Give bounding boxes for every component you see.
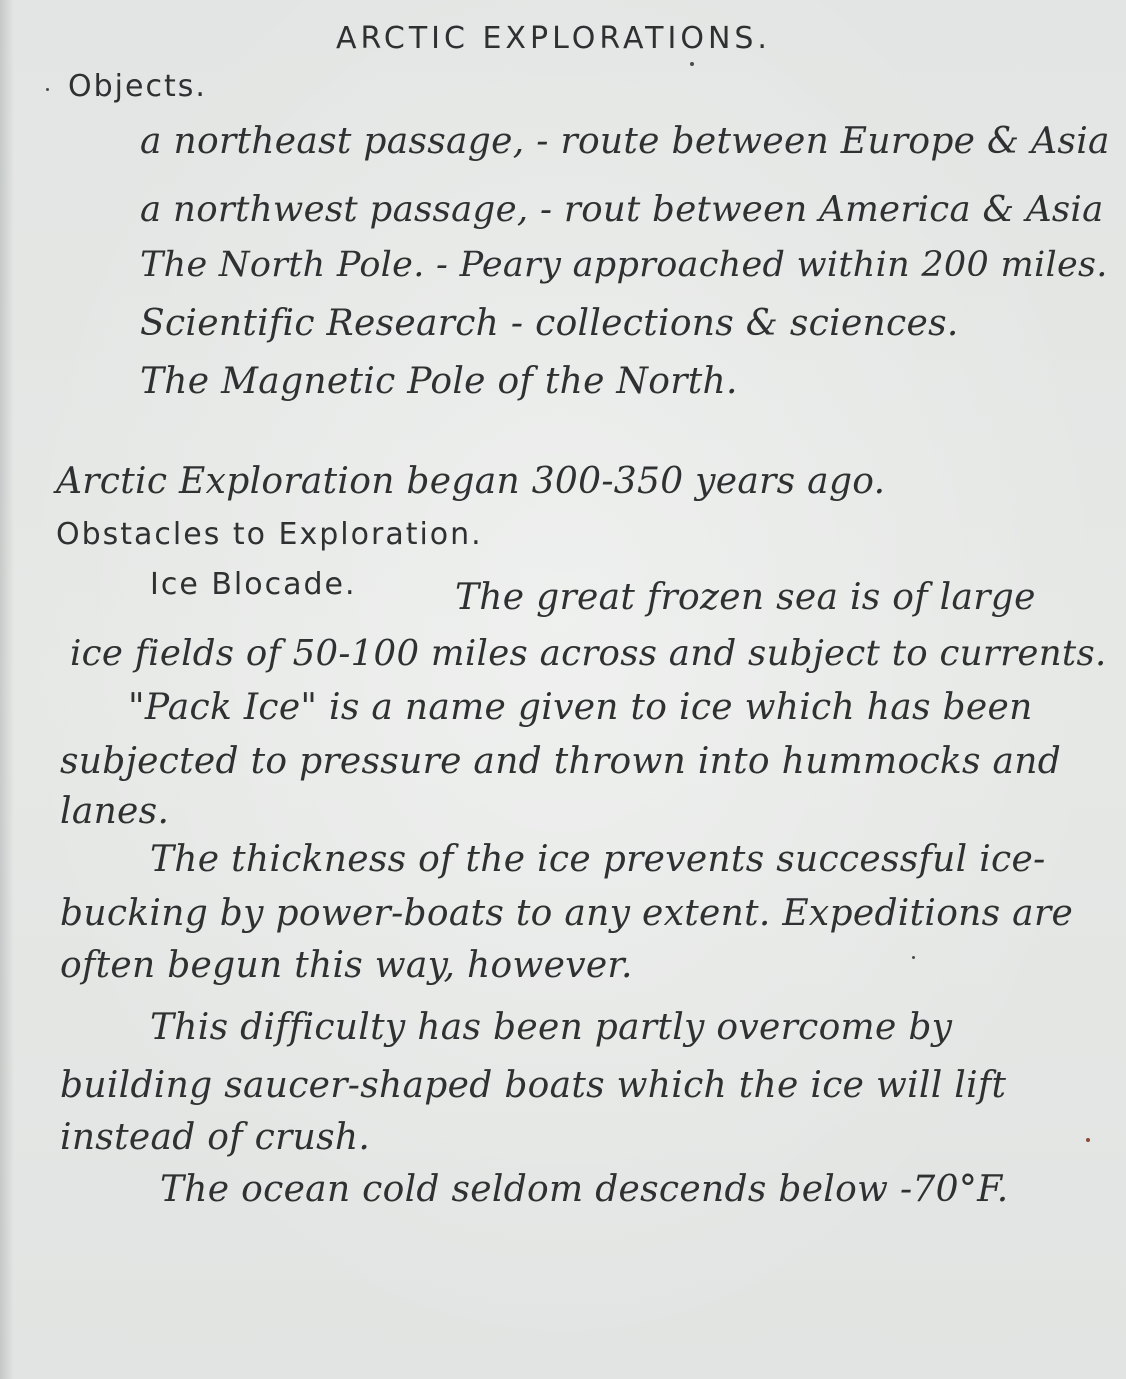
body-line-4: subjected to pressure and thrown into hummocks and: [60, 741, 1062, 782]
body-line-2: ice fields of 50-100 miles across and subject to currents.: [70, 633, 1107, 674]
ink-speck: [1086, 1138, 1090, 1142]
objects-heading: Objects.: [68, 69, 207, 104]
object-item-northeast-passage: a northeast passage, - route between Europe & Asia: [140, 121, 1110, 162]
object-item-northwest-passage: a northwest passage, - rout between America & Asia: [140, 189, 1104, 230]
body-line-7: bucking by power-boats to any extent. Expeditions are: [60, 893, 1074, 934]
page-title: ARCTIC EXPLORATIONS.: [336, 21, 771, 56]
object-item-magnetic-pole: The Magnetic Pole of the North.: [140, 361, 738, 402]
body-line-11: instead of crush.: [60, 1117, 371, 1158]
exploration-began-line: Arctic Exploration began 300-350 years ago.: [56, 461, 886, 502]
ink-speck: [912, 956, 915, 959]
ink-speck: [690, 62, 694, 66]
object-item-north-pole: The North Pole. - Peary approached within 200 miles.: [140, 245, 1108, 285]
body-line-9: This difficulty has been partly overcome by: [150, 1007, 953, 1048]
ice-blocade-label: Ice Blocade.: [150, 567, 357, 602]
body-line-5: lanes.: [60, 791, 170, 832]
body-line-12: The ocean cold seldom descends below -70°F.: [160, 1169, 1009, 1210]
obstacles-heading: Obstacles to Exploration.: [56, 517, 483, 552]
body-line-10: building saucer-shaped boats which the ice will lift: [60, 1065, 1007, 1106]
object-item-scientific-research: Scientific Research - collections & sciences.: [140, 303, 959, 344]
body-line-8: often begun this way, however.: [60, 945, 633, 986]
ink-speck: [46, 88, 49, 91]
body-line-6: The thickness of the ice prevents successful ice-: [150, 839, 1046, 880]
body-line-3: "Pack Ice" is a name given to ice which has been: [128, 687, 1033, 728]
body-line-1: The great frozen sea is of large: [455, 577, 1036, 618]
